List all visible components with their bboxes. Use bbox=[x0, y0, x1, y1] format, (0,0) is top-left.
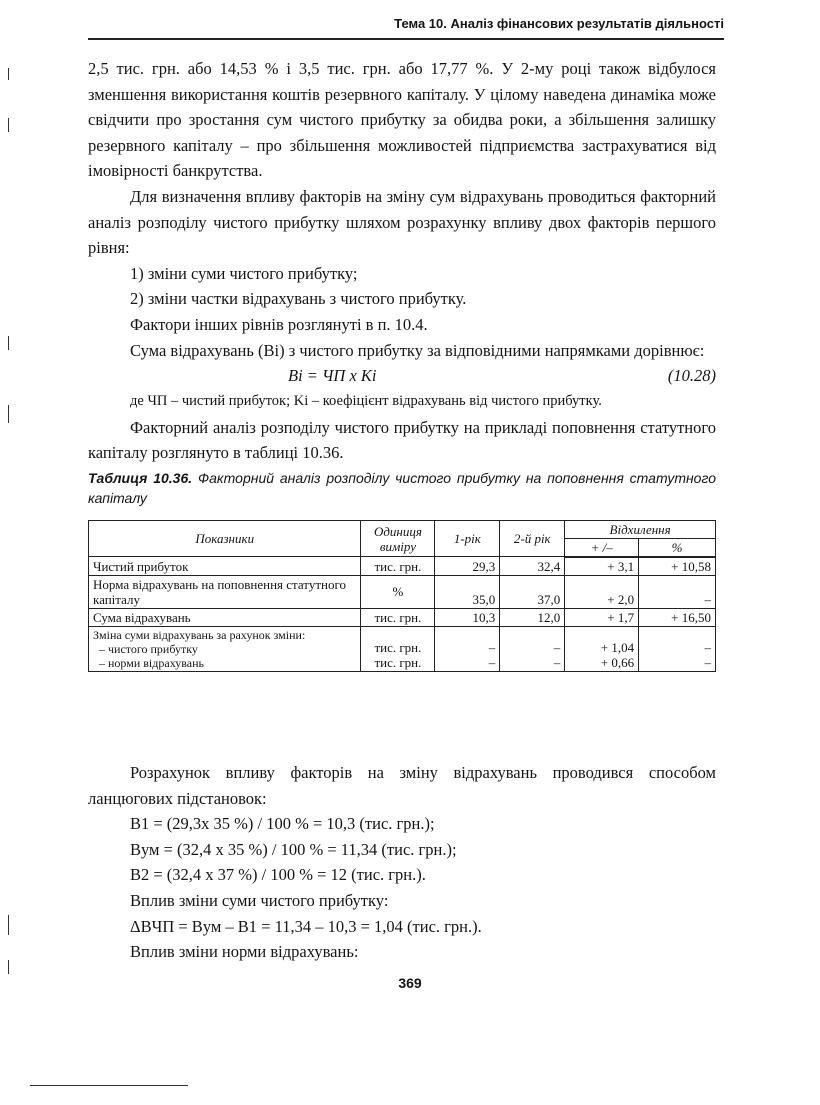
change-line-profit: – чистого прибутку bbox=[99, 641, 198, 656]
header-title: Тема 10. Аналіз фінансових результатів діяльності bbox=[394, 16, 724, 31]
list-item: 2) зміни частки відрахувань з чистого прибутку. bbox=[130, 289, 467, 309]
calc-line: B1 = (29,3x 35 %) / 100 % = 10,3 (тис. грн.); bbox=[130, 814, 435, 834]
value-line: – bbox=[704, 639, 711, 655]
cell-abs: + 1,7 bbox=[565, 608, 639, 626]
footer-rule bbox=[30, 1085, 188, 1086]
page-header bbox=[88, 12, 724, 40]
cell-year1: 29,3 bbox=[435, 557, 500, 576]
cell-pct: – bbox=[639, 575, 716, 608]
header-pct: % bbox=[639, 538, 716, 557]
header-unit: Одиниця виміру bbox=[361, 520, 435, 557]
formula-row bbox=[88, 363, 716, 389]
formula-number: (10.28) bbox=[667, 366, 716, 386]
value-line: – bbox=[553, 639, 561, 655]
cell-abs: + 3,1 bbox=[565, 557, 639, 576]
header-indicator: Показники bbox=[89, 520, 361, 557]
unit-line: тис. грн. bbox=[374, 639, 422, 655]
table-row bbox=[89, 575, 716, 608]
table-caption-text: Факторний аналіз розподілу чистого прибутку на поповнення статутного капіталу bbox=[88, 469, 716, 506]
formula: Bi = ЧП x Ki bbox=[288, 366, 377, 386]
cell-unit: тис. грн. bbox=[361, 608, 435, 626]
change-title: Зміна суми відрахувань за рахунок зміни: bbox=[93, 627, 306, 642]
value-line: + 0,66 bbox=[600, 654, 635, 670]
cell-name bbox=[89, 626, 361, 671]
table-caption-label: Таблиця 10.36. bbox=[88, 469, 193, 486]
cell-name: Сума відрахувань bbox=[89, 608, 361, 626]
calc-line: Bум = (32,4 x 35 %) / 100 % = 11,34 (тис. грн.); bbox=[130, 839, 457, 859]
calculation-block bbox=[88, 760, 716, 965]
cell-year2 bbox=[500, 626, 565, 671]
value-line: – bbox=[704, 654, 711, 670]
cell-abs: + 2,0 bbox=[565, 575, 639, 608]
header-year1: 1-рік bbox=[435, 520, 500, 557]
header-abs: + /– bbox=[565, 538, 639, 557]
cell-year1 bbox=[435, 626, 500, 671]
table-caption bbox=[88, 468, 716, 508]
paragraph: Сума відрахувань (Bi) з чистого прибутку за відповідними напрямками дорівнює: bbox=[130, 340, 705, 360]
value-line: – bbox=[488, 654, 496, 670]
cell-unit: тис. грн. bbox=[361, 557, 435, 576]
calc-line: B2 = (32,4 x 37 %) / 100 % = 12 (тис. грн.). bbox=[130, 865, 426, 885]
cell-year1: 35,0 bbox=[435, 575, 500, 608]
margin-mark bbox=[8, 68, 9, 80]
page-number: 369 bbox=[398, 975, 422, 991]
paragraph: Розрахунок впливу факторів на зміну відрахувань проводився способом ланцюгових підстановок: bbox=[88, 763, 716, 808]
cell-year2: 32,4 bbox=[500, 557, 565, 576]
margin-mark bbox=[8, 960, 9, 974]
unit-line: тис. грн. bbox=[374, 654, 422, 670]
calc-line: Вплив зміни норми відрахувань: bbox=[130, 942, 359, 962]
cell-year2: 37,0 bbox=[500, 575, 565, 608]
formula-note: де ЧП – чистий прибуток; Ki – коефіцієнт відрахувань від чистого прибутку. bbox=[130, 393, 602, 410]
paragraph: Факторний аналіз розподілу чистого прибутку на прикладі поповнення статутного капіталу розглянуто в таблиці 10.36. bbox=[88, 417, 716, 463]
list-item: 1) зміни суми чистого прибутку; bbox=[130, 263, 358, 283]
cell-pct: + 10,58 bbox=[639, 557, 716, 576]
header-year2: 2-й рік bbox=[500, 520, 565, 557]
calc-line: Вплив зміни суми чистого прибутку: bbox=[130, 890, 389, 910]
cell-abs bbox=[565, 626, 639, 671]
value-line: – bbox=[488, 639, 496, 655]
table-row bbox=[89, 626, 716, 671]
cell-pct bbox=[639, 626, 716, 671]
paragraph: Фактори інших рівнів розглянуті в п. 10.4. bbox=[130, 314, 428, 334]
cell-unit bbox=[361, 626, 435, 671]
value-line: + 1,04 bbox=[600, 639, 635, 655]
calc-line: ΔBЧП = Bум – B1 = 11,34 – 10,3 = 1,04 (тис. грн.). bbox=[130, 916, 482, 936]
paragraph: 2,5 тис. грн. або 14,53 % і 3,5 тис. грн. або 17,77 %. У 2-му році також відбулося зменшення використання коштів резервного капіталу. У цілому наведена динаміка може свідчити про зростання сум чистого прибутку за обидва роки, а збільшення залишку резервного капіталу – про збільшення можливостей підприємства застрахуватися від імовірності банкрутства. bbox=[88, 59, 716, 181]
margin-mark bbox=[8, 118, 9, 132]
margin-mark bbox=[8, 336, 9, 350]
cell-name: Норма відрахувань на поповнення статутного капіталу bbox=[89, 575, 361, 608]
margin-mark bbox=[8, 405, 9, 423]
table-row bbox=[89, 608, 716, 626]
cell-name: Чистий прибуток bbox=[89, 557, 361, 576]
page-body bbox=[88, 56, 716, 672]
paragraph: Для визначення впливу факторів на зміну сум відрахувань проводиться факторний аналіз розподілу чистого прибутку шляхом розрахунку впливу двох факторів першого рівня: bbox=[88, 186, 716, 258]
cell-year2: 12,0 bbox=[500, 608, 565, 626]
margin-mark bbox=[8, 915, 9, 935]
data-table bbox=[88, 520, 716, 672]
table-row bbox=[89, 557, 716, 576]
header-deviation: Відхилення bbox=[565, 520, 716, 538]
cell-pct: + 16,50 bbox=[639, 608, 716, 626]
value-line: – bbox=[553, 654, 561, 670]
cell-year1: 10,3 bbox=[435, 608, 500, 626]
change-line-norm: – норми відрахувань bbox=[99, 655, 204, 670]
cell-unit: % bbox=[361, 575, 435, 608]
